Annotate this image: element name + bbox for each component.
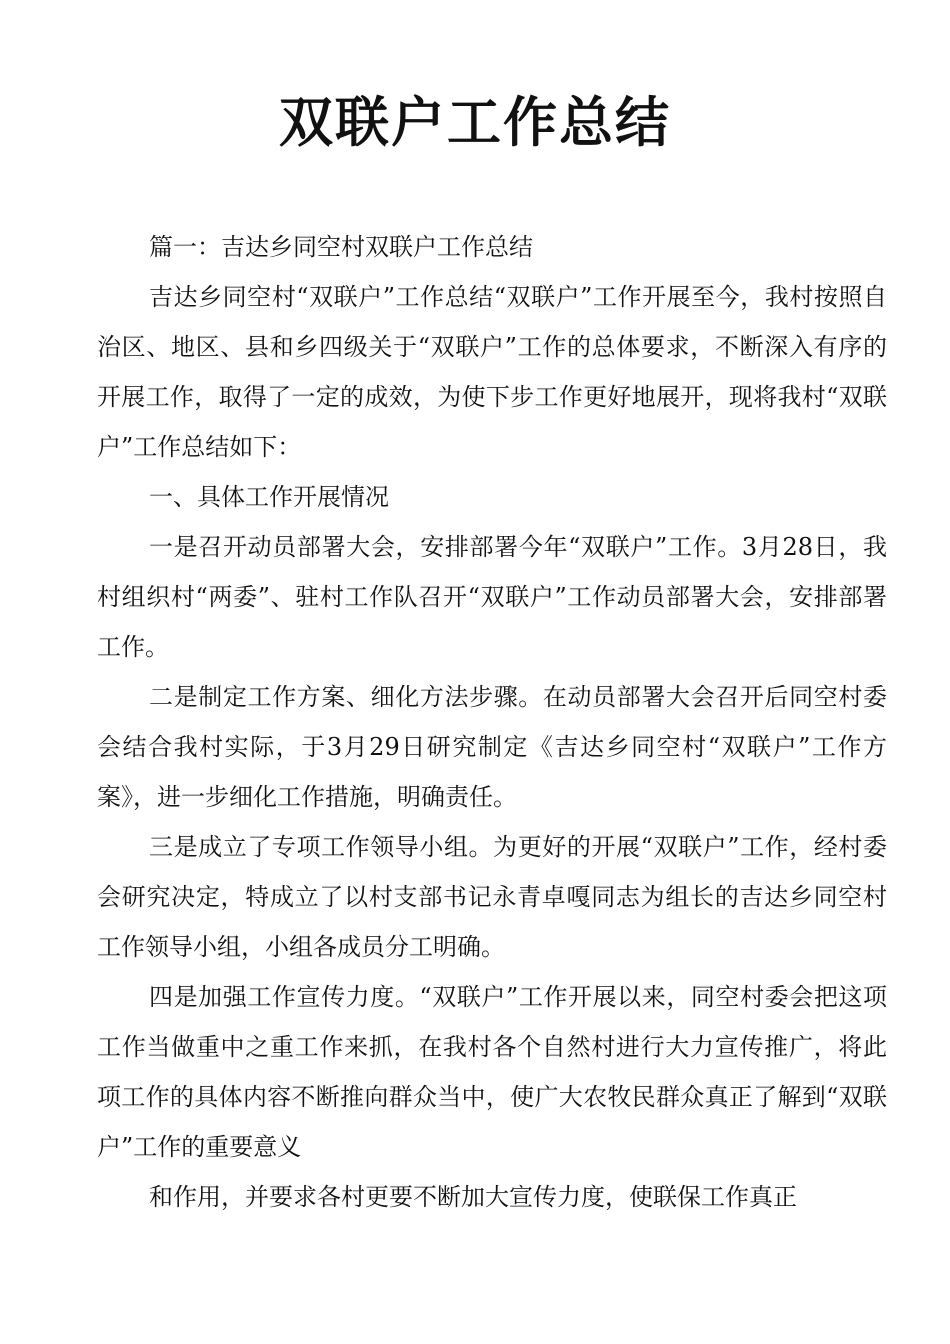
paragraph-continuation: 和作用，并要求各村更要不断加大宣传力度，使联保工作真正	[149, 1183, 797, 1211]
paragraph-item-1: 一是召开动员部署大会，安排部署今年“双联户”工作。3月28日，我村组织村“两委”、驻村工作队召开“双联户”工作动员部署大会，安排部署工作。	[97, 533, 887, 661]
document-title: 双联户工作总结	[279, 91, 671, 154]
paragraph-item-3: 三是成立了专项工作领导小组。为更好的开展“双联户”工作，经村委会研究决定，特成立了以村支部书记永青卓嘎同志为组长的吉达乡同空村工作领导小组，小组各成员分工明确。	[97, 833, 887, 961]
document-body	[97, 222, 887, 1222]
section-heading: 一、具体工作开展情况	[149, 483, 389, 511]
paragraph-item-2: 二是制定工作方案、细化方法步骤。在动员部署大会召开后同空村委会结合我村实际，于3月29日研究制定《吉达乡同空村“双联户”工作方案》，进一步细化工作措施，明确责任。	[97, 683, 887, 811]
paragraph-item-4: 四是加强工作宣传力度。“双联户”工作开展以来，同空村委会把这项工作当做重中之重工作来抓，在我村各个自然村进行大力宣传推广，将此项工作的具体内容不断推向群众当中，使广大农牧民群众真正了解到“双联户”工作的重要意义	[97, 983, 887, 1161]
paragraph-heading-part1: 篇一：吉达乡同空村双联户工作总结	[149, 233, 533, 261]
paragraph-intro: 吉达乡同空村“双联户”工作总结“双联户”工作开展至今，我村按照自治区、地区、县和乡四级关于“双联户”工作的总体要求，不断深入有序的开展工作，取得了一定的成效，为使下步工作更好地展开，现将我村“双联户”工作总结如下：	[97, 283, 887, 461]
